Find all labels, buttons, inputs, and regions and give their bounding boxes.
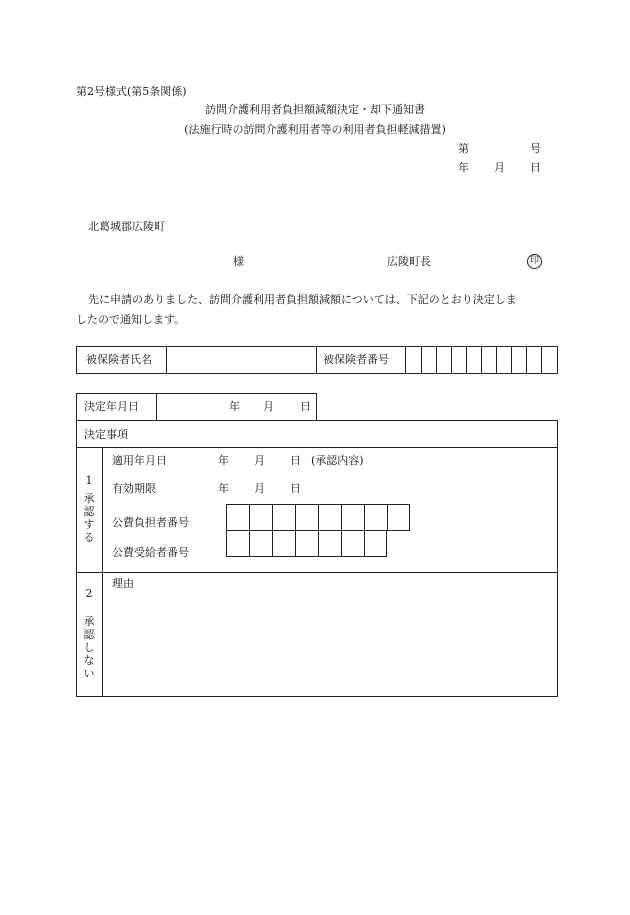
reason-field[interactable] xyxy=(110,596,550,690)
recipient-number-cell-divider xyxy=(341,530,342,557)
insured-number-field[interactable] xyxy=(407,347,557,373)
apply-date-label: 適用年月日 xyxy=(112,454,167,467)
seal-icon: 印 xyxy=(527,254,542,269)
approval-content-label: (承認内容) xyxy=(311,454,364,467)
payer-number-cell-divider xyxy=(364,504,365,531)
recipient-number-field[interactable] xyxy=(226,530,387,557)
reason-label: 理由 xyxy=(112,577,134,590)
issue-day-label: 日 xyxy=(530,161,541,174)
reference-dai: 第 xyxy=(458,142,469,155)
reference-go: 号 xyxy=(530,142,541,155)
payer-number-cell-divider xyxy=(318,504,319,531)
recipient-number-cell-divider xyxy=(249,530,250,557)
decision-month-label: 月 xyxy=(263,400,274,413)
document-subtitle: (法施行時の訪問介護利用者等の利用者負担軽減措置) xyxy=(184,123,446,136)
validity-day-label: 日 xyxy=(290,482,301,495)
insured-number-label: 被保険者番号 xyxy=(323,353,389,366)
reject-section-label: 承 認 し な い xyxy=(83,615,95,680)
recipient-number-cell-divider xyxy=(318,530,319,557)
apply-month-label: 月 xyxy=(254,454,265,467)
recipient-number-label: 公費受給者番号 xyxy=(112,546,189,559)
recipient-district: 北葛城郡広陵町 xyxy=(88,220,165,233)
validity-label: 有効期限 xyxy=(112,482,156,495)
recipient-sama: 様 xyxy=(233,255,244,268)
issuer-mayor: 広陵町長 xyxy=(387,255,431,268)
decision-date-label: 決定年月日 xyxy=(84,400,139,413)
apply-year-label: 年 xyxy=(218,454,229,467)
payer-number-cell-divider xyxy=(249,504,250,531)
payer-number-label: 公費負担者番号 xyxy=(112,516,189,529)
recipient-number-cell-divider xyxy=(272,530,273,557)
decision-year-label: 年 xyxy=(229,400,240,413)
validity-year-label: 年 xyxy=(218,482,229,495)
form-number: 第2号様式(第5条関係) xyxy=(76,85,187,98)
approve-number: 1 xyxy=(85,474,93,487)
payer-number-cell-divider xyxy=(341,504,342,531)
body-text-line-2: したので通知します。 xyxy=(76,313,186,326)
issue-year-label: 年 xyxy=(458,161,469,174)
apply-day-label: 日 xyxy=(290,454,301,467)
payer-number-cell-divider xyxy=(387,504,388,531)
payer-number-cell-divider xyxy=(295,504,296,531)
document-title: 訪問介護利用者負担額減額決定・却下通知書 xyxy=(205,103,425,116)
approve-section-label: 承 認 す る xyxy=(83,492,95,544)
insured-name-field[interactable] xyxy=(173,347,315,373)
recipient-number-cell-divider xyxy=(295,530,296,557)
issue-month-label: 月 xyxy=(494,161,505,174)
decision-matters-label: 決定事項 xyxy=(84,428,128,441)
decision-day-label: 日 xyxy=(300,400,311,413)
body-text-line-1: 先に申請のありました、訪問介護利用者負担額減額については、下記のとおり決定しま xyxy=(88,293,517,306)
recipient-number-cell-divider xyxy=(364,530,365,557)
validity-month-label: 月 xyxy=(254,482,265,495)
reject-number: 2 xyxy=(85,587,93,600)
payer-number-cell-divider xyxy=(272,504,273,531)
insured-name-label: 被保険者氏名 xyxy=(86,353,152,366)
